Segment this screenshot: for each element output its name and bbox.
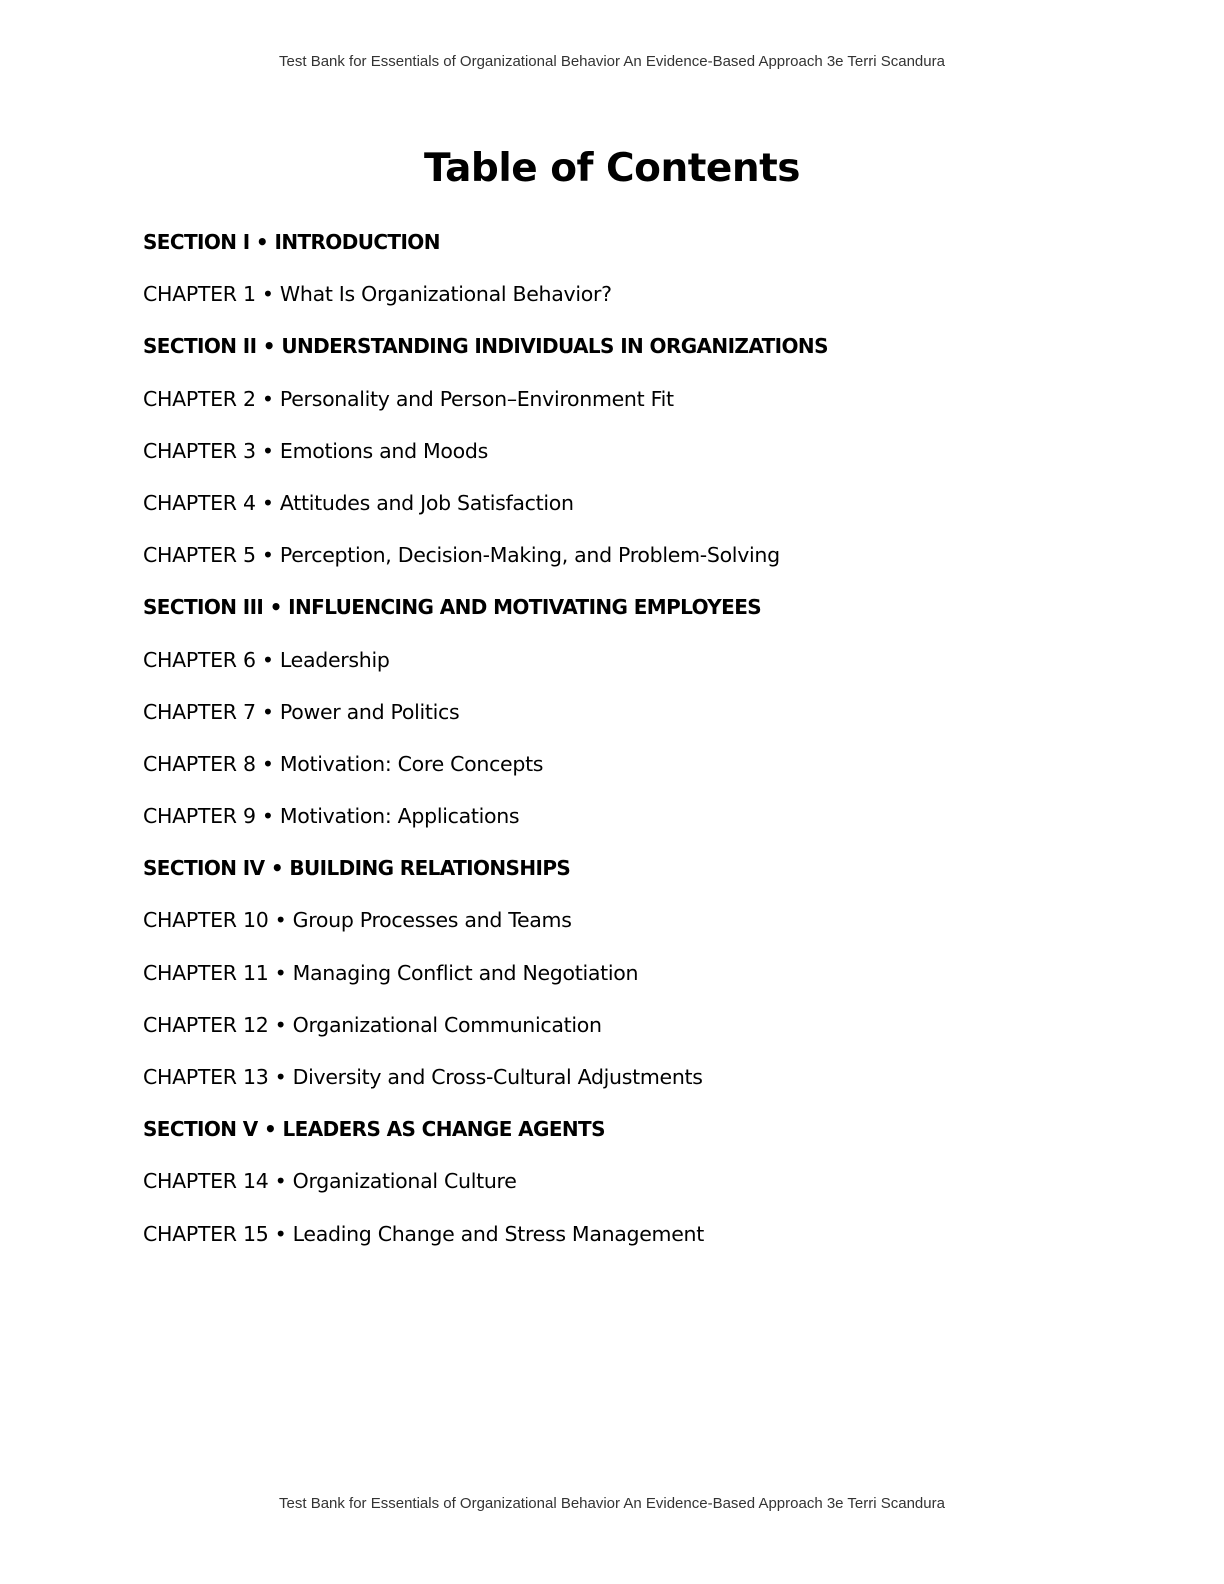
toc-section-heading: SECTION V • LEADERS AS CHANGE AGENTS: [143, 1117, 605, 1142]
toc-chapter-entry: CHAPTER 4 • Attitudes and Job Satisfaction: [143, 490, 574, 515]
toc-chapter-entry: CHAPTER 2 • Personality and Person–Environment Fit: [143, 386, 674, 411]
toc-section-heading: SECTION IV • BUILDING RELATIONSHIPS: [143, 856, 571, 881]
toc-chapter-entry: CHAPTER 9 • Motivation: Applications: [143, 804, 520, 829]
toc-chapter-entry: CHAPTER 10 • Group Processes and Teams: [143, 908, 572, 933]
toc-chapter-entry: CHAPTER 13 • Diversity and Cross-Cultural Adjustments: [143, 1065, 703, 1089]
toc-chapter-entry: CHAPTER 12 • Organizational Communication: [143, 1012, 602, 1037]
toc-section-heading: SECTION I • INTRODUCTION: [143, 230, 440, 254]
page-footer: Test Bank for Essentials of Organizational Behavior An Evidence-Based Approach 3e Terri Scandura: [279, 1495, 945, 1512]
toc-section-heading: SECTION III • INFLUENCING AND MOTIVATING EMPLOYEES: [143, 595, 762, 620]
toc-chapter-entry: CHAPTER 6 • Leadership: [143, 647, 390, 672]
toc-chapter-entry: CHAPTER 15 • Leading Change and Stress Management: [143, 1221, 704, 1246]
toc-chapter-entry: CHAPTER 11 • Managing Conflict and Negotiation: [143, 960, 639, 985]
toc-chapter-entry: CHAPTER 1 • What Is Organizational Behavior?: [143, 282, 612, 307]
toc-list: [143, 226, 1093, 1270]
toc-chapter-entry: CHAPTER 5 • Perception, Decision-Making, and Problem-Solving: [143, 543, 780, 568]
toc-chapter-entry: CHAPTER 3 • Emotions and Moods: [143, 438, 488, 463]
toc-chapter-entry: CHAPTER 14 • Organizational Culture: [143, 1169, 517, 1194]
toc-section-heading: SECTION II • UNDERSTANDING INDIVIDUALS IN ORGANIZATIONS: [143, 334, 828, 359]
page-header: Test Bank for Essentials of Organizational Behavior An Evidence-Based Approach 3e Terri Scandura: [279, 53, 945, 70]
toc-chapter-entry: CHAPTER 7 • Power and Politics: [143, 699, 460, 724]
page-title: Table of Contents: [424, 146, 800, 191]
toc-chapter-entry: CHAPTER 8 • Motivation: Core Concepts: [143, 751, 544, 776]
